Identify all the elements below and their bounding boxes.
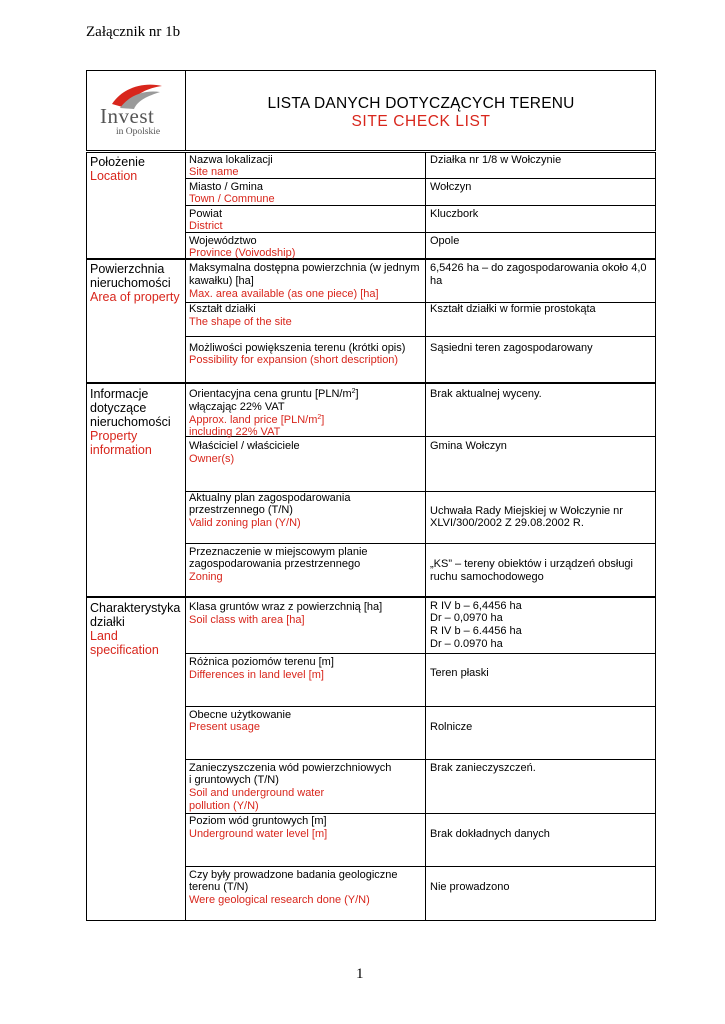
field-value: Teren płaski bbox=[430, 667, 489, 679]
field-value: Uchwała Rady Miejskiej w Wołczynie nr bbox=[430, 505, 623, 517]
section-label-en: Location bbox=[90, 169, 138, 183]
field-value: Brak zanieczyszczeń. bbox=[430, 762, 536, 774]
page-title-pl: LISTA DANYCH DOTYCZĄCYCH TERENU bbox=[267, 95, 575, 112]
section-label-en: Property bbox=[90, 429, 138, 443]
field-label: włączając 22% VAT bbox=[189, 401, 285, 413]
field-label-en: including 22% VAT bbox=[189, 426, 281, 438]
field-label-en: The shape of the site bbox=[189, 316, 292, 328]
field-label-en: Town / Commune bbox=[189, 193, 275, 205]
field-label-en: Owner(s) bbox=[189, 453, 235, 465]
section-label: nieruchomości bbox=[90, 415, 171, 429]
field-label: Orientacyjna cena gruntu $[PLN/m^2]$ bbox=[189, 388, 359, 400]
field-label: Zanieczyszczenia wód powierzchniowych bbox=[189, 762, 392, 774]
field-value: Brak aktualnej wyceny. bbox=[430, 388, 542, 400]
field-label: Powiat bbox=[189, 208, 223, 220]
field-label-en: Present usage bbox=[189, 721, 260, 733]
logo-word-invest: Invest bbox=[100, 104, 155, 128]
field-value: Rolnicze bbox=[430, 721, 473, 733]
field-label-en: Soil and underground water bbox=[189, 787, 325, 799]
field-value: Wołczyn bbox=[430, 181, 472, 193]
field-label: Maksymalna dostępna powierzchnia (w jednym bbox=[189, 262, 420, 274]
field-label-en: Underground water level [m] bbox=[189, 828, 328, 840]
section-label: dotyczące bbox=[90, 401, 147, 415]
field-label-en: Approx. land price $[PLN/m^2]$ bbox=[189, 414, 325, 426]
field-label: Właściciel / właściciele bbox=[189, 440, 300, 452]
field-label: Aktualny plan zagospodarowania bbox=[189, 492, 351, 504]
field-value: Nie prowadzono bbox=[430, 881, 510, 893]
section-label: działki bbox=[90, 615, 125, 629]
section-label-en: Area of property bbox=[90, 290, 180, 304]
section-label: Informacje bbox=[90, 387, 149, 401]
field-label: Województwo bbox=[189, 235, 257, 247]
field-label: przestrzennego (T/N) bbox=[189, 504, 293, 516]
field-value: Opole bbox=[430, 235, 460, 247]
field-label: kawałku) [ha] bbox=[189, 275, 254, 287]
field-label-en: Valid zoning plan (Y/N) bbox=[189, 517, 301, 529]
field-label: Przeznaczenie w miejscowym planie bbox=[189, 546, 368, 558]
field-label: terenu (T/N) bbox=[189, 881, 249, 893]
field-label: Czy były prowadzone badania geologiczne bbox=[189, 869, 398, 881]
logo-word-opolskie: in Opolskie bbox=[116, 127, 161, 137]
field-value: Kształt działki w formie prostokąta bbox=[430, 303, 596, 315]
field-value: ruchu samochodowego bbox=[430, 571, 544, 583]
field-label: zagospodarowania przestrzennego bbox=[189, 558, 361, 570]
field-value: Kluczbork bbox=[430, 208, 479, 220]
field-label-en: pollution (Y/N) bbox=[189, 800, 259, 812]
section-label: Powierzchnia bbox=[90, 262, 165, 276]
field-label-en: Zoning bbox=[189, 571, 223, 583]
field-value: Sąsiedni teren zagospodarowany bbox=[430, 342, 593, 354]
field-label: Miasto / Gmina bbox=[189, 181, 263, 193]
section-label: nieruchomości bbox=[90, 276, 171, 290]
field-label-en: Differences in land level [m] bbox=[189, 669, 324, 681]
section-label-en: specification bbox=[90, 643, 159, 657]
section-label-en: Land bbox=[90, 629, 118, 643]
field-value: Brak dokładnych danych bbox=[430, 828, 550, 840]
field-value: Działka nr 1/8 w Wołczynie bbox=[430, 154, 562, 166]
field-label-en: Province (Voivodship) bbox=[189, 247, 296, 259]
field-value: XLVI/300/2002 Z 29.08.2002 R. bbox=[430, 517, 584, 529]
field-value: Dr – 0.0970 ha bbox=[430, 638, 503, 650]
field-value: Dr – 0,0970 ha bbox=[430, 612, 503, 624]
field-label: Klasa gruntów wraz z powierzchnią [ha] bbox=[189, 601, 383, 613]
page-title-en: SITE CHECK LIST bbox=[351, 113, 491, 130]
field-label: Kształt działki bbox=[189, 303, 256, 315]
field-label-en: Max. area available (as one piece) [ha] bbox=[189, 288, 379, 300]
page-number: 1 bbox=[356, 966, 364, 982]
field-label: Obecne użytkowanie bbox=[189, 709, 292, 721]
field-label-en: Soil class with area [ha] bbox=[189, 614, 305, 626]
field-label: Poziom wód gruntowych [m] bbox=[189, 815, 327, 827]
field-value: 6,5426 ha – do zagospodarowania około 4,0 bbox=[430, 262, 647, 274]
field-label: i gruntowych (T/N) bbox=[189, 774, 279, 786]
field-value: R IV b – 6.4456 ha bbox=[430, 625, 522, 637]
field-value: „KS” – tereny obiektów i urządzeń obsługi bbox=[430, 558, 633, 570]
field-value: Gmina Wołczyn bbox=[430, 440, 507, 452]
section-label: Położenie bbox=[90, 155, 145, 169]
field-label: Możliwości powiększenia terenu (krótki opis) bbox=[189, 342, 406, 354]
field-label: Nazwa lokalizacji bbox=[189, 154, 273, 166]
section-label-en: information bbox=[90, 443, 152, 457]
field-value: R IV b – 6,4456 ha bbox=[430, 600, 522, 612]
field-label: Różnica poziomów terenu [m] bbox=[189, 656, 334, 668]
field-label-en: District bbox=[189, 220, 223, 232]
field-label-en: Site name bbox=[189, 166, 239, 178]
field-label-en: Possibility for expansion (short description) bbox=[189, 354, 399, 366]
logo bbox=[96, 82, 176, 142]
field-value: ha bbox=[430, 275, 443, 287]
annex-label: Załącznik nr 1b bbox=[86, 24, 181, 40]
section-label: Charakterystyka bbox=[90, 601, 181, 615]
field-label-en: Were geological research done (Y/N) bbox=[189, 894, 370, 906]
